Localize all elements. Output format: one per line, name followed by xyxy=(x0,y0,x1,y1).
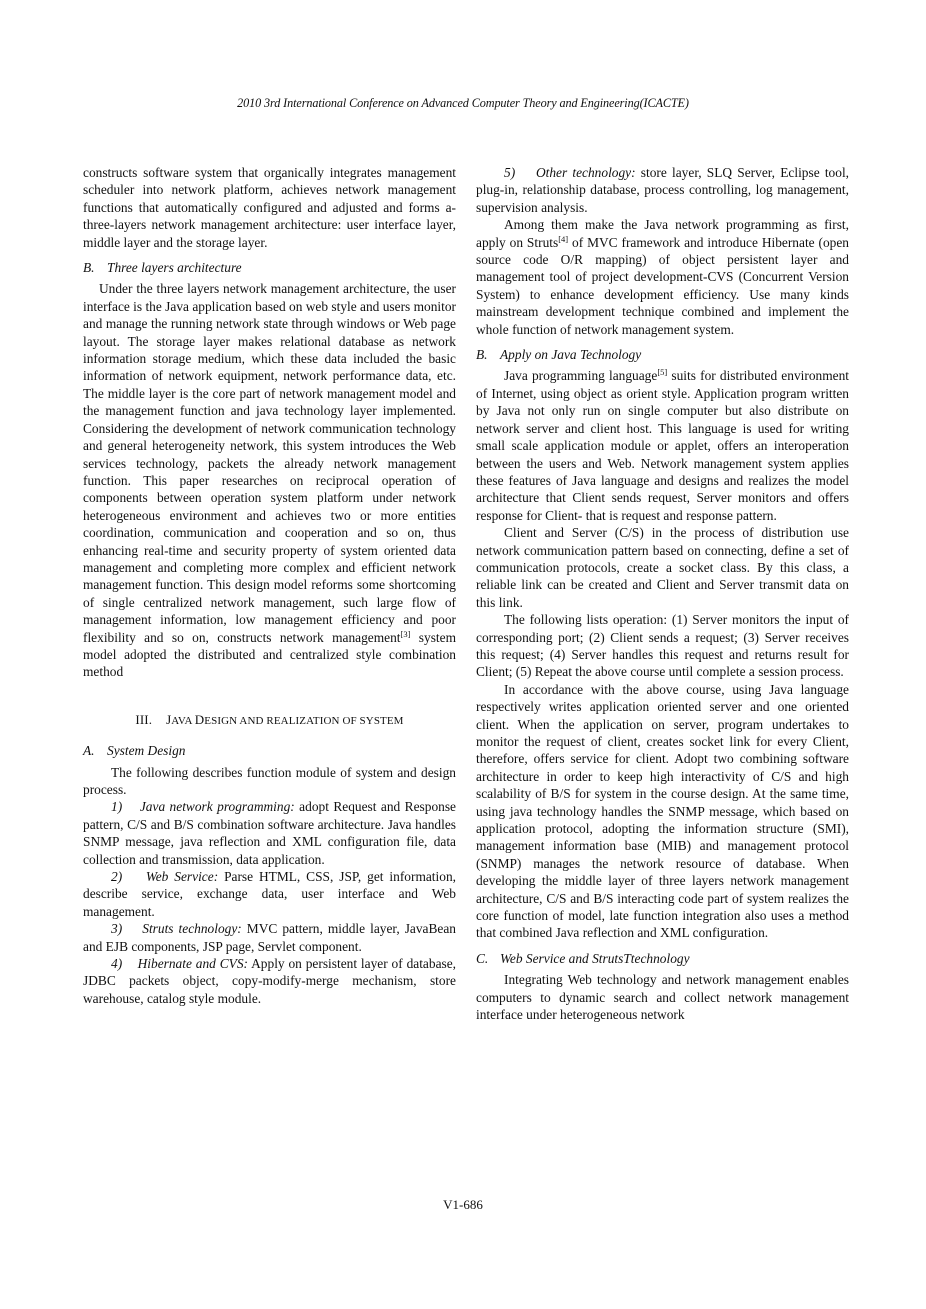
list-item: 1) Java network programming: adopt Request and Response pattern, C/S and B/S combination software architecture. Java handles SNMP message, java reflection and XML configuration file, data collection and transmission, data application. xyxy=(83,799,456,867)
right-column xyxy=(476,164,849,1024)
running-header: 2010 3rd International Conference on Advanced Computer Theory and Engineering(ICACTE) xyxy=(237,96,689,110)
paragraph: Java programming language[5] suits for distributed environment of Internet, using object as orient style. Application program written by Java not only run on single computer but also distribute on network server and client host. This language is used for writing small scale application module or applet, offers an interoperation between the users and Web. Network management system applies these features of Java language and designs and realizes the model architecture that Client sends request, Server monitors and offers response for Client- that is request and response pattern. xyxy=(476,367,849,523)
list-item: 3) Struts technology: MVC pattern, middle layer, JavaBean and EJB components, JSP page, Servlet component. xyxy=(83,921,457,954)
subsection-title: Web Service and StrutsTtechnology xyxy=(500,950,690,966)
citation: [4] xyxy=(558,233,569,244)
section-heading: III. JAVA DESIGN AND REALIZATION OF SYSTEM xyxy=(135,711,404,727)
paragraph: constructs software system that organically integrates management scheduler into network platform, achieves network management functions that automatically configured and adjusted and forms a-three-layers network management architecture: user interface layer, middle layer and the storage layer. xyxy=(83,165,456,250)
list-item: 2) Web Service: Parse HTML, CSS, JSP, get information, describe service, exchange data, user interface and Web management. xyxy=(83,869,456,919)
paragraph: Integrating Web technology and network management enables computers to dynamic search and collect network management interface under heterogeneous network xyxy=(476,972,849,1023)
page-number: V1-686 xyxy=(443,1197,483,1212)
subsection-heading-b xyxy=(83,259,456,276)
paragraph: In accordance with the above course, using Java language respectively writes application oriented server and one oriented client. When the application on server, program undertakes to monitor the request of client, creates socket link for every Client, therefore, offers service for client. Adopt two combining software architecture in order to keep high interactivity of C/S and high scalability of B/S for system in the course design. At the same time, using java technology handles the SNMP message, which based on application protocol, adopting the information structure (SMI), management information base (MIB) and management protocol (SNMP) manages the network resource of database. When developing the middle layer of three layers network management architecture, C/S and B/S interacting code part of system realizes the core function of model, late function integration also uses a method that combined Java reflection and XML configuration. xyxy=(476,681,849,941)
paragraph: Among them make the Java network programming as first, apply on Struts[4] of MVC framework and introduce Hibernate (open source code O/R mapping) of object persistent layer and management tool of project development-CVS (Concurrent Version System) to enhance development efficiency. Use many kinds mainstream development technique combined and implement the whole function of network management system. xyxy=(476,217,849,337)
paragraph: Client and Server (C/S) in the process of distribution use network communication pattern based on connecting, define a set of communication protocols, create a socket class. By this class, a reliable link can be created and Client and Server transmit data on this link. xyxy=(476,525,849,610)
citation: [3] xyxy=(400,628,411,639)
subsection-heading-c xyxy=(476,950,849,967)
subsection-label: C. xyxy=(476,950,489,966)
paragraph: The following lists operation: (1) Server monitors the input of corresponding port; (2) Client sends a request; (3) Server receives this request; (4) Server handles this request and returns result for Client; (5) Repeat the above course until complete a session process. xyxy=(476,612,849,680)
subsection-label: B. xyxy=(476,347,488,363)
list-item: 5) Other technology: store layer, SLQ Server, Eclipse tool, plug-in, relationship database, process controlling, log management, supervision analysis. xyxy=(476,165,850,215)
paragraph: Under the three layers network management architecture, the user interface is the Java application based on web style and users monitor and manage the running network state through windows or Web page layout. The storage layer makes relational database as network information storage medium, which these data included the basic information of network equipment, network performance data, etc. The middle layer is the core part of network management model and the management function and java technology layer implemented. Considering the development of network communication technology and general heterogeneity network, this system introduces the Web services technology, packets the already network management function. This paper researches on reciprocal operation of components between operation system platform under network heterogeneous environment and achieves two or more entities coordination, communication and cooperation and so on, thus enhancing real-time and security property of system oriented data management and completing more complex and efficient network management function. This design model reforms some shortcoming of single centralized network management, such large flow of management information, low management efficiency and poor flexibility and so on, constructs network management[3] system model adopted the distributed and centralized style combination method xyxy=(83,281,456,680)
citation: [5] xyxy=(657,367,668,378)
subsection-title: Three layers architecture xyxy=(107,260,242,276)
list-item: 4) Hibernate and CVS: Apply on persistent layer of database, JDBC packets object, copy-modify-merge mechanism, store warehouse, catalog style module. xyxy=(83,956,457,1006)
subsection-title: System Design xyxy=(107,743,186,759)
subsection-heading-b xyxy=(476,346,849,363)
left-column xyxy=(83,164,456,1007)
subsection-heading-a xyxy=(83,742,456,759)
subsection-label: B. xyxy=(83,260,95,276)
subsection-label: A. xyxy=(83,743,95,759)
paragraph: The following describes function module of system and design process. xyxy=(83,764,456,797)
subsection-title: Apply on Java Technology xyxy=(500,347,642,363)
